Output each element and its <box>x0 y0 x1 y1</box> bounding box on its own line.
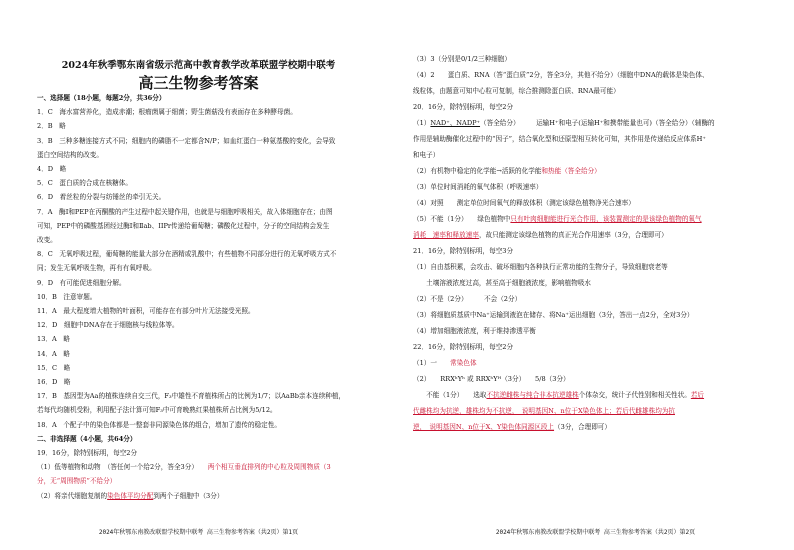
answer-line: 18．A 个配子中的染色体都是一整套非同源染色体的组合，增加了遗传的稳定性。 <box>37 420 281 429</box>
answer-line: 17．B 基因型为Aa的植株连续自交三代，F₃中雄性不育植株所占的比例为1/7；以AaBb亲本连续种植， <box>37 392 346 401</box>
answer-line: 9．D 有可能促进细胞分解。 <box>37 278 126 287</box>
answer-segment: 不能（1分） 选取 <box>413 391 487 399</box>
answer-line <box>413 231 668 240</box>
answer-segment: （2）将亲代细胞复制的 <box>37 491 108 500</box>
answer-line: 改变。 <box>37 236 57 244</box>
answer-line: （4）对照 测定单位时间氧气的释放体积（测定该绿色植物净光合速率） <box>413 199 635 207</box>
answer-line: 11．A 最大程度增大植物的叶面积，可能存在有部分叶片无法接受光照。 <box>37 307 255 315</box>
answer-segment: 分，无“周围物质”不给分） <box>37 477 117 486</box>
answer-line: 22．16分，除特别标明，每空2分 <box>413 343 514 351</box>
answer-line: 作用是辅助酶催化过程中的“因子”，结合氧化型和还原型相互转化可知，其作用是传递给反应体系H⁺ <box>413 135 706 143</box>
answer-line <box>413 407 675 416</box>
answer-line: 1．C 海水富营养化，造成赤潮；根瘤菌属于细菌；野生菌菇没有表面存在多种酵母菌。 <box>37 108 297 117</box>
answer-segment: 消耗 速率和释放速率 <box>413 231 479 239</box>
answer-line: 19．16分，除特别标明，每空2分 <box>37 449 138 457</box>
answer-line: 13．A 略 <box>37 335 70 344</box>
answer-line: （3）将细胞质基质中Na⁺运输到液泡在储存、将Na⁺运出细胞（3分，答出一点2分，全对3分） <box>413 311 694 319</box>
page-title: 高三生物参考答案 <box>138 74 259 92</box>
answer-line <box>413 391 704 400</box>
answer-segment: 逆， 说明基因N、n位于X、Y染色体同源区段上 <box>413 423 555 431</box>
answer-line: （3）单位时间消耗的氧气体积（呼吸速率） <box>413 183 543 191</box>
answer-line <box>413 423 611 432</box>
answer-line: 4．D 略 <box>37 165 67 173</box>
answer-line: 同；发生无氧呼吸生物，再有有氧呼吸。 <box>37 264 156 273</box>
answer-line: （2） RRXʰYʰ 或 RRXʰYᴴ（3分） 5/8（3分） <box>413 375 570 383</box>
answer-line: 线粒体，由题意可知中心粒可复制，综合推测除蛋白质、RNA最可能） <box>413 87 620 95</box>
answer-line: 14．A 略 <box>37 349 70 358</box>
answer-line <box>413 119 715 128</box>
answer-line: 16．D 略 <box>37 378 71 386</box>
answer-line: （4）增加细胞液浓度，利于维持渗透平衡 <box>413 327 536 335</box>
answer-line <box>413 215 702 224</box>
answer-line: （3）3（分别是0/1/2三种细胞） <box>413 55 511 63</box>
answer-segment: 两个相互垂直排列的中心粒及周围物质（3 <box>207 463 331 472</box>
answer-line: 土壤溶液浓度过高，甚至高于细胞液浓度，影响植物吸水 <box>413 279 592 287</box>
answer-segment: （2）有机物中稳定的化学能→活跃的化学能 <box>413 167 542 175</box>
footer-page-1: 2024年秋鄂东南教改联盟学校期中联考 高三生物参考答案（共2页）第1页 <box>98 529 299 536</box>
answer-segment: （1） <box>413 119 431 127</box>
answer-line: 21．16分，除特别标明，每空3分 <box>413 247 514 255</box>
answer-line <box>37 463 331 472</box>
answer-segment: ，故只能测定该绿色植物的真正光合作用速率（3分，合理即可） <box>478 231 668 239</box>
answer-line: 二、非选择题（4小题，共64分） <box>37 434 137 443</box>
answer-segment: （1）低等植物和动物 （答任何一个给2分，答全3分） <box>37 463 208 472</box>
answer-line: 2．B 略 <box>37 122 66 131</box>
answer-line <box>37 492 223 501</box>
answer-segment: 染色体平均分配 <box>107 491 154 500</box>
answer-line: 蛋白空间结构的改变。 <box>37 150 103 159</box>
answer-segment: 只有叶肉细胞能进行光合作用， <box>510 215 603 223</box>
answer-line <box>37 477 116 486</box>
answer-segment: 若后 <box>690 391 705 399</box>
answer-line: （4）2 蛋白质、RNA（答“蛋白质”2分，答全3分，其他不给分）（细胞中DNA的载体是染色体、 <box>413 71 709 79</box>
answer-segment: （1）一 <box>413 359 451 367</box>
exam-title: 2024年秋季鄂东南省级示范高中教育教学改革联盟学校期中联考 <box>61 60 336 71</box>
answer-segment: 和热能 <box>541 167 562 175</box>
answer-segment: （3分，合理即可） <box>554 423 611 431</box>
answer-line: 和电子） <box>413 151 440 159</box>
answer-segment: 不抗逆雌株与纯合非本抗逆雄株 <box>486 391 579 399</box>
answer-line: 15．C 略 <box>37 363 71 372</box>
answer-segment: NAD⁺、NADP⁺ <box>430 119 481 127</box>
answer-segment: 常染色体 <box>450 359 477 367</box>
answer-segment: 个体杂交，统计子代性别和相关性状。 <box>578 391 691 399</box>
answer-line: （1）自由基积累，会攻击、破坏细胞内各种执行正常功能的生物分子，导致细胞衰老等 <box>413 263 668 271</box>
answer-line: 若每代均随机受粉，利用配子法计算可知F₃中可育晚熟红果植株所占比例为5/12。 <box>37 406 277 415</box>
answer-line: 10．B 注意审题。 <box>37 292 97 301</box>
footer-page-2: 2024年秋鄂东南教改联盟学校期中联考 高三生物参考答案（共2页）第2页 <box>495 529 696 536</box>
answer-line: 20．16分，除特别标明，每空2分 <box>413 103 514 111</box>
answer-line: 3．B 三种多糖连接方式不同；细胞内的磷脂不一定都含N/P；如血红蛋白一种氨基酸的变化，会导致 <box>37 136 336 145</box>
answer-line: （2）不是（2分） 不会（2分） <box>413 295 522 303</box>
answer-segment: （5）不能（1分） 绿色植物中 <box>413 215 511 223</box>
answer-segment: 该装置测定的是该绿色植物的氧气 <box>602 215 702 223</box>
answer-line: 8．C 无氧呼吸过程，葡萄糖的能量大部分在酒精或乳酸中；有些植物不同部分进行的无氧呼吸方式不 <box>37 250 337 259</box>
answer-line: 一、选择题（18小题，每题2分，共36分） <box>37 94 166 102</box>
answer-line <box>413 167 601 176</box>
answer-line: 可知，PEP中的磷酸基团经过酶Ⅰ和Ⅱab、IIPr传递给葡萄糖；磷酸化过程中，分子的空间结构会发生 <box>37 221 330 230</box>
page-2 <box>397 0 794 550</box>
answer-segment: （答全给分） <box>561 167 601 175</box>
answer-line: 5．C 蛋白质的合成在核糖体。 <box>37 179 132 188</box>
answer-segment: 到两个子细胞中（3分） <box>153 491 224 500</box>
answer-line: 12．D 细胞中DNA存在于细胞核与线粒体等。 <box>37 321 179 330</box>
answer-segment: 代雌株均为抗逆，雄株均为不抗逆， 说明基因N、n位于X染色体上；若后代雌雄株均为抗 <box>413 407 675 415</box>
answer-line <box>413 359 477 368</box>
answer-line: 6．D 着丝粒的分裂与纺锤丝的牵引无关。 <box>37 193 166 202</box>
answer-segment: （答全给分） 运输H⁺和电子(运输H⁺和携带能量也可)（答全给分）（辅酶的 <box>480 119 715 127</box>
answer-line: 7．A 酶Ⅰ和PEP在丙酮酸的产生过程中起关键作用，也就是与细胞呼吸相关，故入体细胞存在；由图 <box>37 207 333 216</box>
